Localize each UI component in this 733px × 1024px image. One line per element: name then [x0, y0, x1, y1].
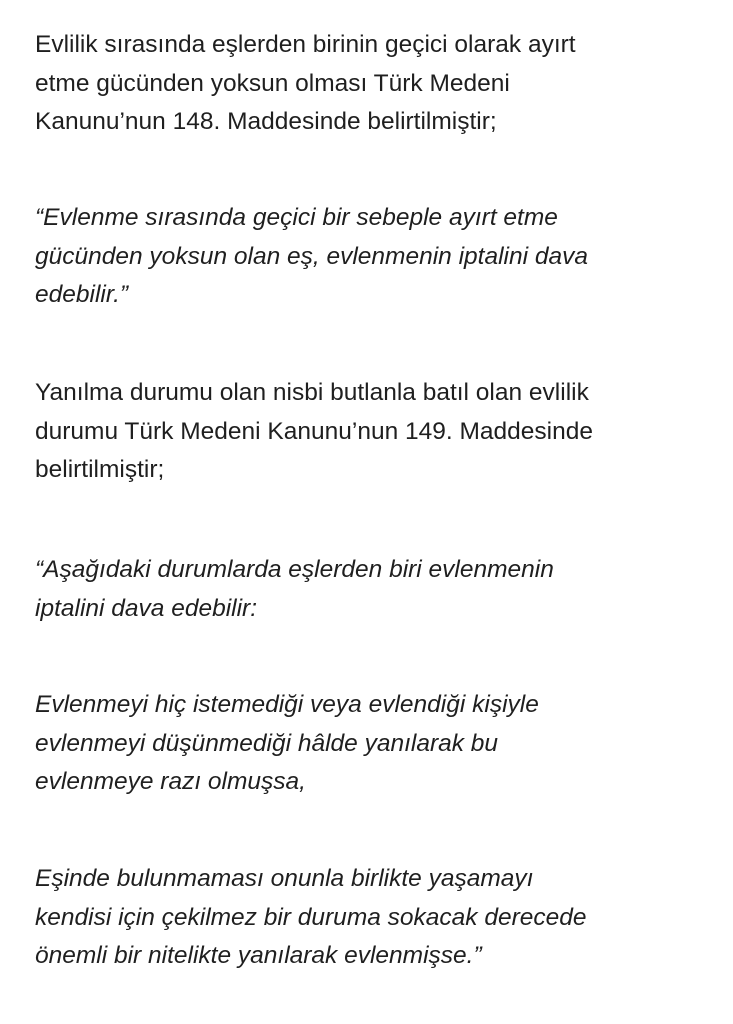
quote-tmk-149-intro: “Aşağıdaki durumlarda eşlerden biri evlenmenin iptalini dava edebilir:	[35, 556, 554, 622]
quote-tmk-149-item-1: Evlenmeyi hiç istemediği veya evlendiği kişiyle evlenmeyi düşünmediği hâlde yanılarak bu evlenmeye razı olmuşsa,	[35, 691, 539, 795]
paragraph-tmk-148-intro: Evlilik sırasında eşlerden birinin geçici olarak ayırt etme gücünden yoksun olması Türk Medeni Kanunu’nun 148. Maddesinde belirtilmiştir;	[35, 31, 576, 135]
quote-tmk-149-item-2: Eşinde bulunmaması onunla birlikte yaşamayı kendisi için çekilmez bir duruma sokacak derecede önemli bir nitelikte yanılarak evlenmişse.”	[35, 865, 587, 969]
paragraph-tmk-149-intro: Yanılma durumu olan nisbi butlanla batıl olan evlilik durumu Türk Medeni Kanunu’nun 149. Maddesinde belirtilmiştir;	[35, 379, 593, 483]
quote-tmk-148: “Evlenme sırasında geçici bir sebeple ayırt etme gücünden yoksun olan eş, evlenmenin iptalini dava edebilir.”	[35, 204, 588, 308]
